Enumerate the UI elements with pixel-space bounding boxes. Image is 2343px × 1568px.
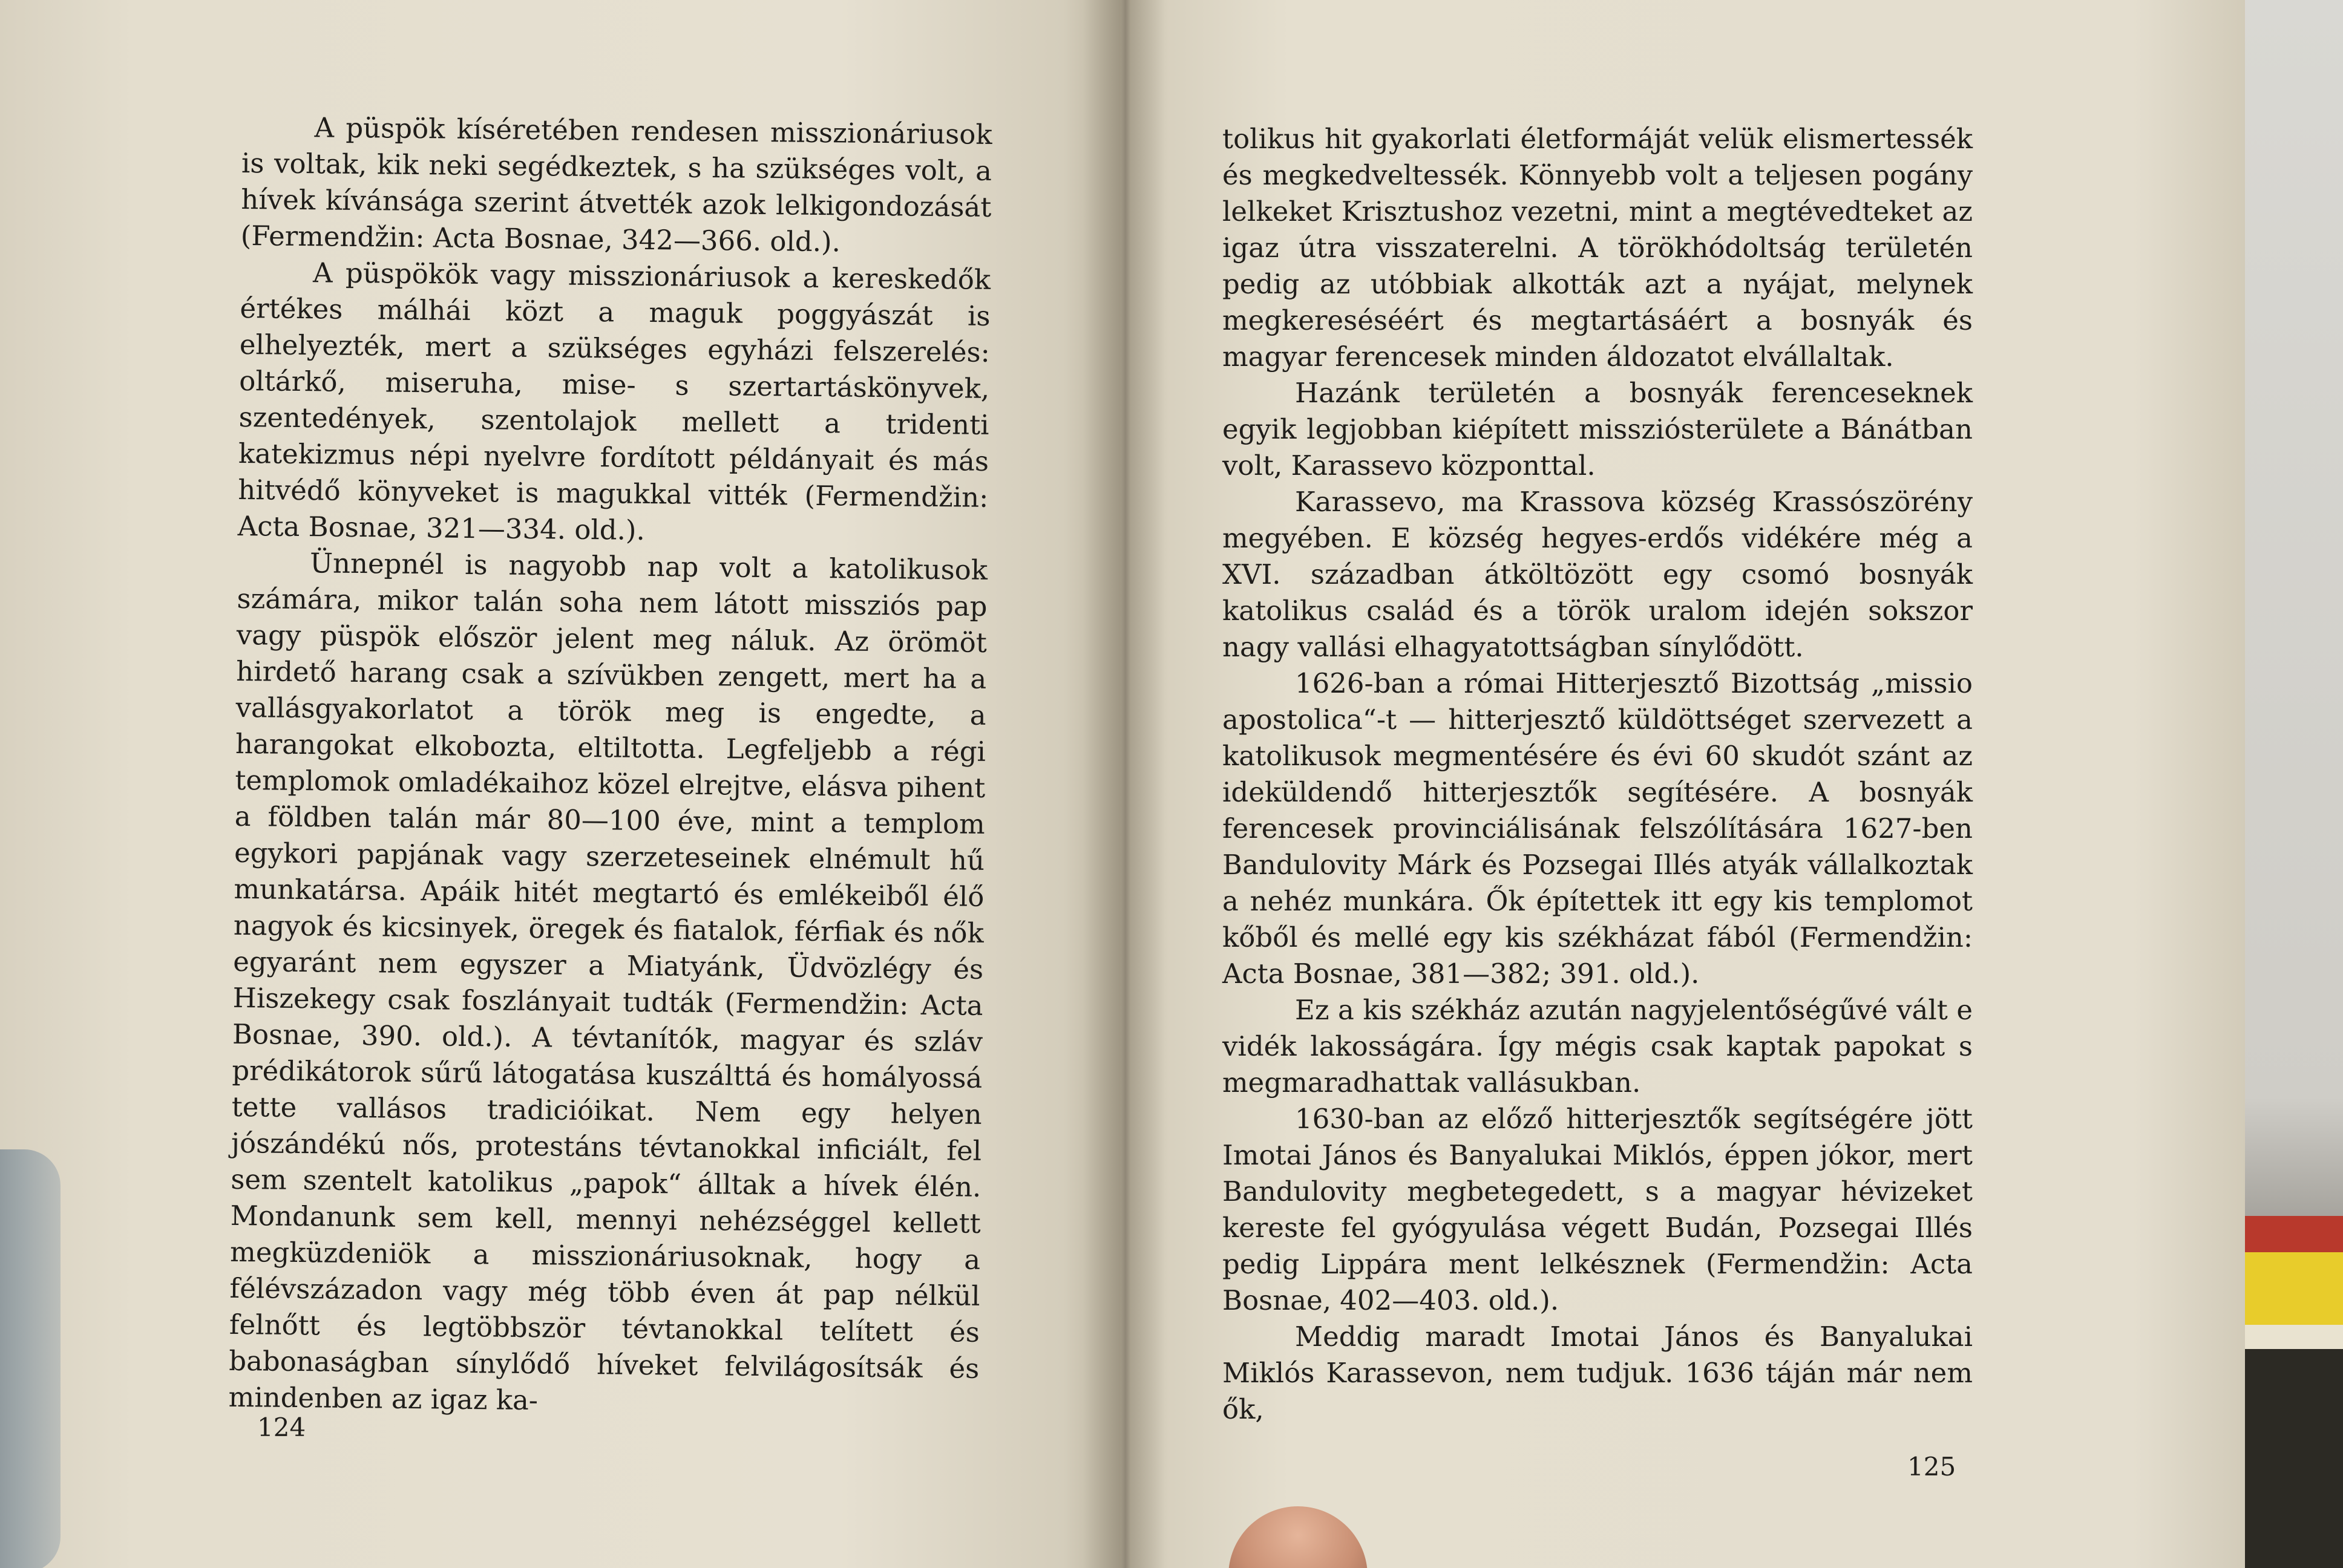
right-paragraph-6: 1630-ban az előző hitterjesztők segítségére jött Imotai János és Banyalukai Miklós, éppen jókor, mert Bandulovity megbetegedett, s a magyar hévizeket kereste fel gyógyulása végett Budán, Pozsegai Illés pedig Lippára ment lelkésznek (Fermendžin: Acta Bosnae, 402—403. old.). — [1222, 1103, 1973, 1316]
right-paragraph-4: 1626-ban a római Hitterjesztő Bizottság „missio apostolica“-t — hitterjesztő küldöttséget szervezett a katolikusok megmentésére és évi 60 skudót szánt az ideküldendő hitterjesztők segítésére. A bosnyák ferencesek provinciálisának felszólítására 1627-ben Bandulovity Márk és Pozsegai Illés atyák vállalkoztak a nehéz munkára. Ők építettek itt egy kis templomot kőből és mellé egy kis székházat fából (Fermendžin: Acta Bosnae, 381—382; 391. old.). — [1222, 667, 1973, 990]
right-paragraph-3: Karassevo, ma Krassova község Krassószörény megyében. E község hegyes-erdős vidékére még a XVI. században átköltözött egy csomó bosnyák katolikus család és a török uralom idején sokszor nagy vallási elhagyatottságban sínylődött. — [1222, 486, 1973, 663]
left-paragraph-1: A püspök kíséretében rendesen misszionáriusok is voltak, kik neki segédkeztek, s ha szükséges volt, a hívek kívánsága szerint átvették azok lelkigondozását (Fermendžin: Acta Bosnae, 342—366. old.). — [240, 111, 992, 258]
right-page-text — [1222, 121, 1973, 1428]
left-paragraph-2: A püspökök vagy misszionáriusok a kereskedők értékes málhái közt a maguk poggyászát is elhelyezték, mert a szükséges egyházi felszerelés: oltárkő, miseruha, mise- s szertartáskönyvek, szentedények, szentolajok mellett a tridenti katekizmus népi nyelvre fordított példányait és más hitvédő könyveket is magukkal vitték (Fermendžin: Acta Bosnae, 321—334. old.). — [237, 256, 991, 547]
thumb-left — [0, 1149, 61, 1568]
right-paragraph-2: Hazánk területén a bosnyák ferenceseknek egyik legjobban kiépített missziósterülete a Bánátban volt, Karassevo központtal. — [1222, 377, 1973, 482]
right-paragraph-1: tolikus hit gyakorlati életformáját velük elismertessék és megkedveltessék. Könnyebb volt a teljesen pogány lelkeket Krisztushoz vezetni, mint a megtévedteket az igaz útra visszaterelni. A törökhódoltság területén pedig az utóbbiak alkották azt a nyájat, melynek megkereséséért és megtartásáért a bosnyák és magyar ferencesek minden áldozatot elvállaltak. — [1222, 123, 1973, 373]
left-paragraph-3: Ünnepnél is nagyobb nap volt a katolikusok számára, mikor talán soha nem látott missziós pap vagy püspök először jelent meg náluk. Az örömöt hirdető harang csak a szívükben zengett, mert ha a vallásgyakorlatot a török meg is engedte, a harangokat elkobozta, eltiltotta. Legfeljebb a régi templomok omladékaihoz közel elrejtve, elásva pihent a földben talán már 80—100 éve, mint a templom egykori papjának vagy szerzeteseinek elnémult hű munkatársa. Apáik hitét megtartó és emlékeiből élő nagyok és kicsinyek, öregek és fiatalok, férfiak és nők egyaránt nem egyszer a Miatyánk, Üdvözlégy és Hiszekegy csak foszlányait tudták (Fermendžin: Acta Bosnae, 390. old.). A tévtanítók, magyar és szláv prédikátorok sűrű látogatása kuszálttá és homályossá tette vallásos tradicióikat. Nem egy helyen jószándékú nős, protestáns tévtanokkal inficiált, fel sem szentelt katolikus „papok“ álltak a hívek élén. Mondanunk sem kell, mennyi nehézséggel kellett megküzdeniök a misszionáriusoknak, hogy a félévszázadon vagy még több éven át pap nélkül felnőtt és legtöbbször tévtanokkal telített és babonaságban sínylődő híveket felvilágosítsák és mindenben az igaz ka- — [228, 547, 988, 1417]
right-page-number: 125 — [1907, 1452, 1956, 1481]
left-page — [0, 0, 1119, 1568]
right-paragraph-7: Meddig maradt Imotai János és Banyalukai Miklós Karassevon, nem tudjuk. 1636 táján már nem ők, — [1222, 1321, 1973, 1425]
right-page — [1119, 0, 2245, 1568]
left-page-text — [228, 109, 992, 1423]
right-paragraph-5: Ez a kis székház azután nagyjelentőségűvé vált e vidék lakosságára. Így mégis csak kaptak papokat s megmaradhattak vallásukban. — [1222, 994, 1973, 1099]
book-spine — [1083, 0, 1168, 1568]
left-page-number: 124 — [257, 1413, 306, 1442]
